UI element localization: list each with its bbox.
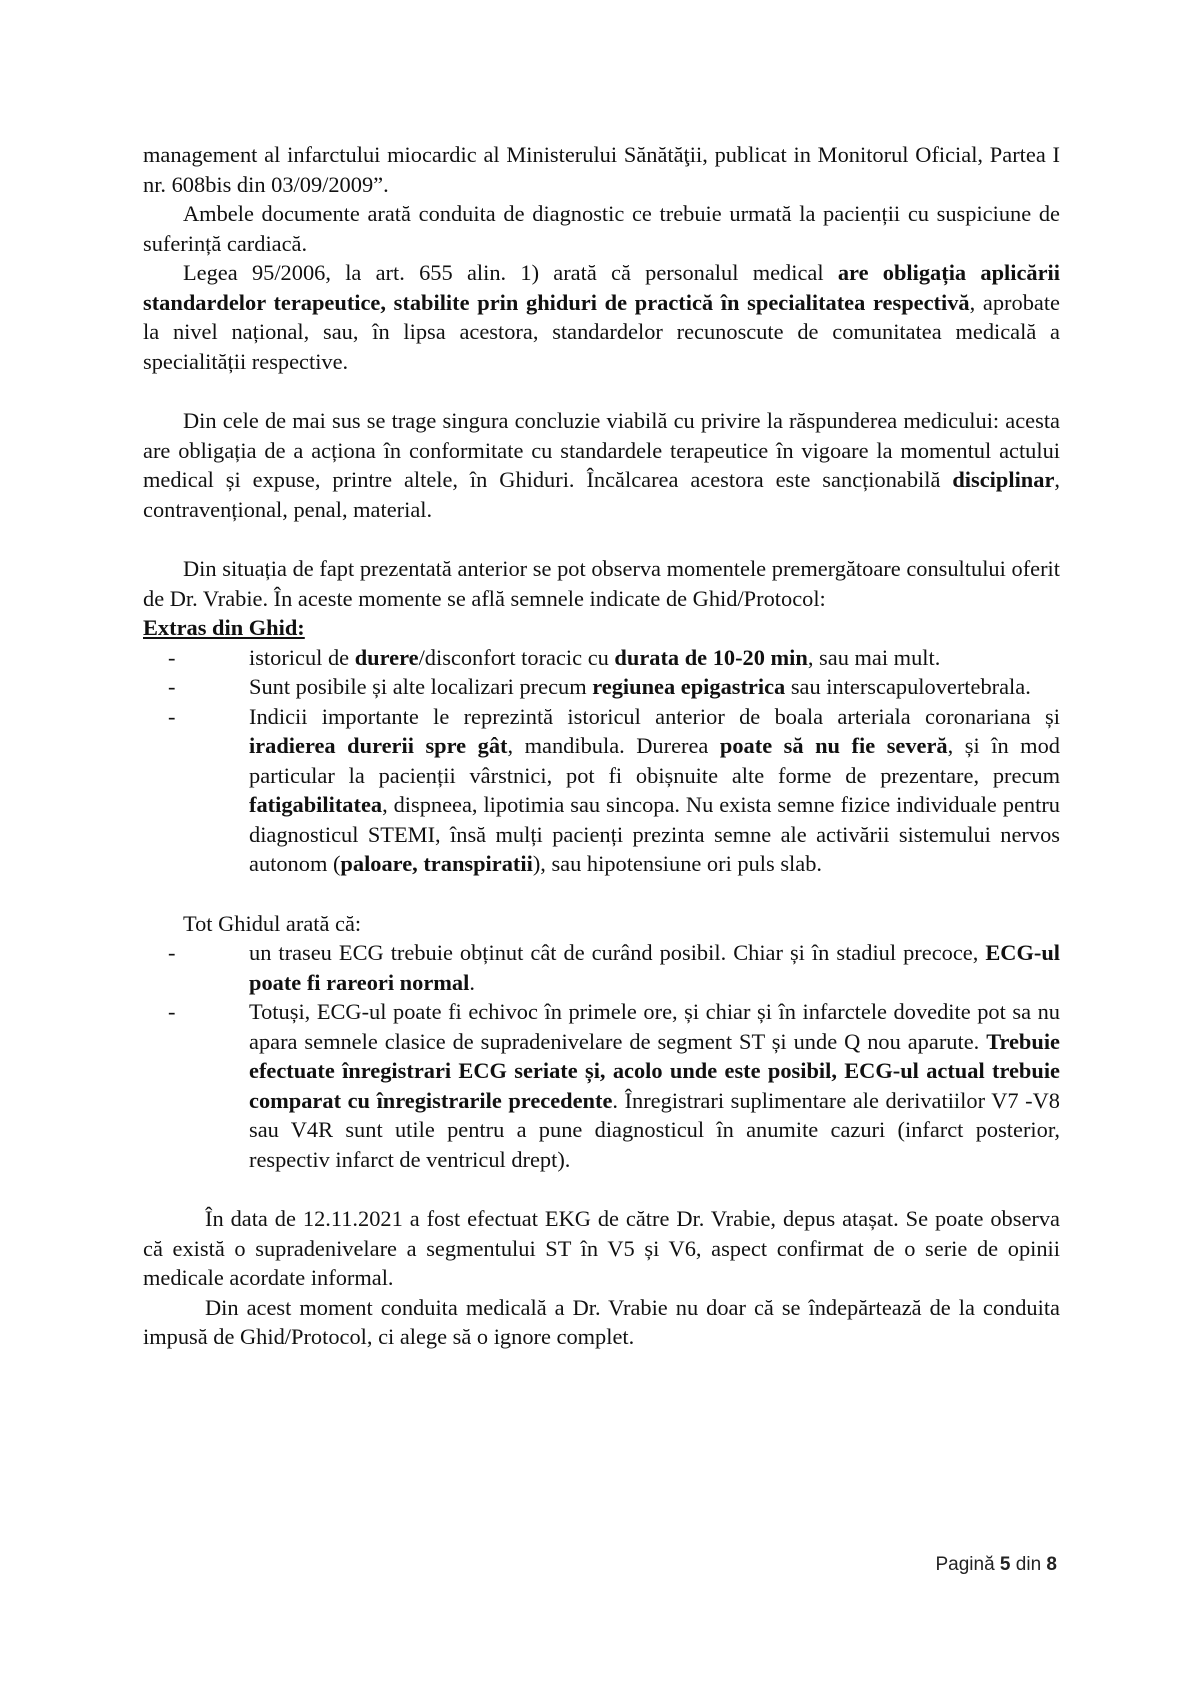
p3-bold: are obligația aplicării standardelor terapeutice, stabilite prin ghiduri de practică în specialitatea respectivă <box>143 260 1060 315</box>
p3-text-a: Legea 95/2006, la art. 655 alin. 1) arată că personalul medical <box>183 260 838 285</box>
page-number: Pagină 5 din 8 <box>935 1554 1057 1575</box>
p4-text-a: Din cele de mai sus se trage singura concluzie viabilă cu privire la răspunderea medicului: acesta are obligația de a acționa în conformitate cu standardele terapeutice în vigoare la momentul actului medical și expuse, printre altele, în Ghiduri. Încălcarea acestora este sancționabilă <box>143 408 1060 492</box>
dash-bullet: - <box>168 999 176 1024</box>
dash-bullet: - <box>168 940 176 965</box>
paragraph-2: Ambele documente arată conduita de diagnostic ce trebuie urmată la pacienții cu suspiciune de suferință cardiacă. <box>143 201 1060 256</box>
list-item: - Totuși, ECG-ul poate fi echivoc în primele ore, și chiar și în infarctele dovedite pot sa nu apara semnele clasice de supradenivelare de segment ST și unde Q nou aparute. Trebuie efectuate înregistrari ECG seriate și, acolo unde este posibil, ECG-ul actual trebuie comparat cu înregistrarile precedente. Înregistrari suplimentare ale derivatiilor V7 -V8 sau V4R sunt utile pentru a pune diagnosticul în anumite cazuri (infarct posterior, respectiv infarct de ventricul drept). <box>168 999 1060 1172</box>
guide-ecg-list <box>143 938 1060 1174</box>
paragraph-1: management al infarctului miocardic al Ministerului Sănătăţii, publicat in Monitorul Oficial, Partea I nr. 608bis din 03/09/2009”. <box>143 142 1060 197</box>
dash-bullet: - <box>168 703 176 729</box>
p4-bold: disciplinar <box>952 467 1055 492</box>
paragraph-3 <box>143 258 1060 376</box>
paragraph-4 <box>143 406 1060 524</box>
document-body <box>143 140 1060 1352</box>
p4-text-c: , contravențional, penal, material. <box>143 467 1060 522</box>
p3-text-c: , aprobate la nivel național, sau, în lipsa acestora, standardelor recunoscute de comunitatea medicală a specialității respective. <box>143 289 1060 374</box>
list-item: - Indicii importante le reprezintă istoricul anterior de boala arteriala coronariana și iradierea durerii spre gât, mandibula. Durerea poate să nu fie severă, și în mod particular la pacienții vârstnici, pot fi obișnuite alte forme de prezentare, precum fatigabilitatea, dispneea, lipotimia sau sincopa. Nu exista semne fizice individuale pentru diagnosticul STEMI, însă mulți pacienți prezinta semne ale activării sistemului nervos autonom (paloare, transpiratii), sau hipotensiune ori puls slab. <box>168 703 1060 876</box>
list-item: - un traseu ECG trebuie obținut cât de curând posibil. Chiar și în stadiul precoce, ECG-ul poate fi rareori normal. <box>168 940 1060 995</box>
paragraph-5: Din situația de fapt prezentată anterior se pot observa momentele premergătoare consultului oferit de Dr. Vrabie. În aceste momente se află semnele indicate de Ghid/Protocol: <box>143 556 1060 611</box>
dash-bullet: - <box>168 674 176 699</box>
list-item: - Sunt posibile și alte localizari precum regiunea epigastrica sau interscapulovertebrala. <box>249 672 1060 702</box>
dash-bullet: - <box>168 644 176 670</box>
list-item: - istoricul de durere/disconfort toracic cu durata de 10-20 min, sau mai mult. <box>249 643 1060 673</box>
section-heading-extras: Extras din Ghid: <box>143 615 305 640</box>
paragraph-8: Din acest moment conduita medicală a Dr. Vrabie nu doar că se îndepărtează de la conduita impusă de Ghid/Protocol, ci alege să o ignore complet. <box>143 1294 1060 1349</box>
paragraph-7: În data de 12.11.2021 a fost efectuat EKG de către Dr. Vrabie, depus atașat. Se poate observa că există o supradenivelare a segmentului ST în V5 și V6, aspect confirmat de o serie de opinii medicale acordate informal. <box>143 1206 1060 1290</box>
paragraph-6: Tot Ghidul arată că: <box>183 910 362 936</box>
guide-extract-list <box>143 643 1060 879</box>
